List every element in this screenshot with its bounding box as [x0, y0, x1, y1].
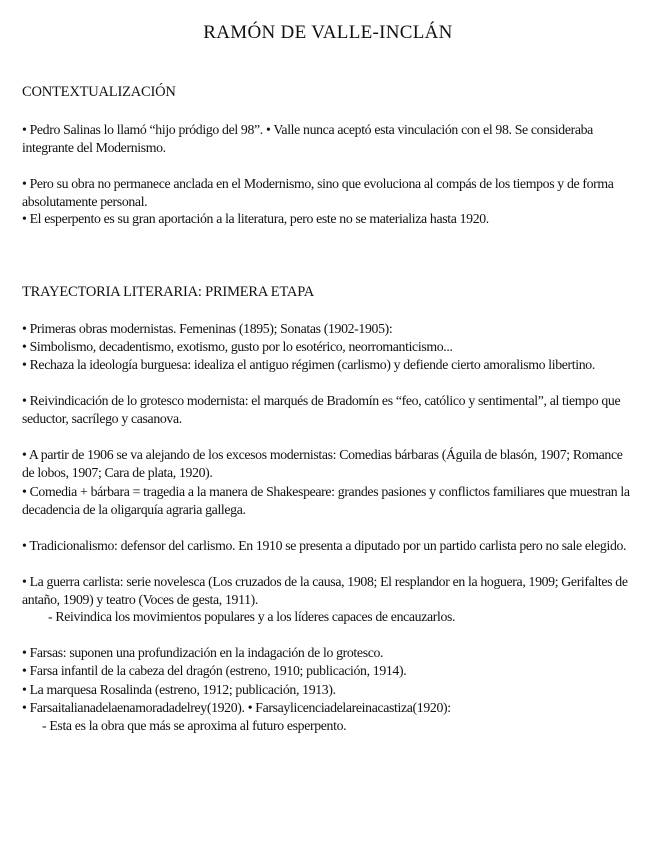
sub-point: - Esta es la obra que más se aproxima al futuro esperpento.	[42, 718, 347, 733]
paragraph: • Pedro Salinas lo llamó “hijo pródigo del 98”. • Valle nunca aceptó esta vinculación con el 98. Se consideraba integrante del Modernismo.	[22, 122, 593, 155]
paragraph: • Farsa infantil de la cabeza del dragón (estreno, 1910; publicación, 1914).	[22, 663, 407, 678]
section-heading-trayectoria: TRAYECTORIA LITERARIA: PRIMERA ETAPA	[22, 284, 315, 300]
page-title: RAMÓN DE VALLE-INCLÁN	[203, 22, 453, 43]
paragraph: • Pero su obra no permanece anclada en el Modernismo, sino que evoluciona al compás de los tiempos y de forma absolutamente personal.	[22, 176, 614, 209]
paragraph: • Farsas: suponen una profundización en la indagación de lo grotesco.	[22, 645, 384, 660]
sub-point: - Reivindica los movimientos populares y a los líderes capaces de encauzarlos.	[48, 609, 456, 624]
paragraph: • Rechaza la ideología burguesa: idealiza el antiguo régimen (carlismo) y defiende cierto amoralismo libertino.	[22, 357, 595, 372]
paragraph: • Comedia + bárbara = tragedia a la manera de Shakespeare: grandes pasiones y conflictos familiares que muestran la decadencia de la oligarquía agraria gallega.	[22, 484, 630, 517]
paragraph: • Simbolismo, decadentismo, exotismo, gusto por lo esotérico, neorromanticismo...	[22, 339, 453, 354]
paragraph: • A partir de 1906 se va alejando de los excesos modernistas: Comedias bárbaras (Águila de blasón, 1907; Romance de lobos, 1907; Cara de plata, 1920).	[22, 447, 623, 480]
paragraph: • La marquesa Rosalinda (estreno, 1912; publicación, 1913).	[22, 682, 336, 697]
paragraph: • Primeras obras modernistas. Femeninas (1895); Sonatas (1902-1905):	[22, 321, 393, 336]
paragraph: • Farsaitalianadelaenamoradadelrey(1920). • Farsaylicenciadelareinacastiza(1920):	[22, 700, 451, 715]
paragraph: • Tradicionalismo: defensor del carlismo. En 1910 se presenta a diputado por un partido carlista pero no sale elegido.	[22, 538, 627, 553]
paragraph: • La guerra carlista: serie novelesca (Los cruzados de la causa, 1908; El resplandor en la hoguera, 1909; Gerifaltes de antaño, 1909) y teatro (Voces de gesta, 1911).	[22, 574, 628, 607]
section-heading-contextualizacion: CONTEXTUALIZACIÓN	[22, 84, 176, 100]
paragraph: • Reivindicación de lo grotesco modernista: el marqués de Bradomín es “feo, católico y sentimental”, al tiempo que seductor, sacrílego y casanova.	[22, 393, 621, 426]
paragraph: • El esperpento es su gran aportación a la literatura, pero este no se materializa hasta 1920.	[22, 211, 489, 226]
